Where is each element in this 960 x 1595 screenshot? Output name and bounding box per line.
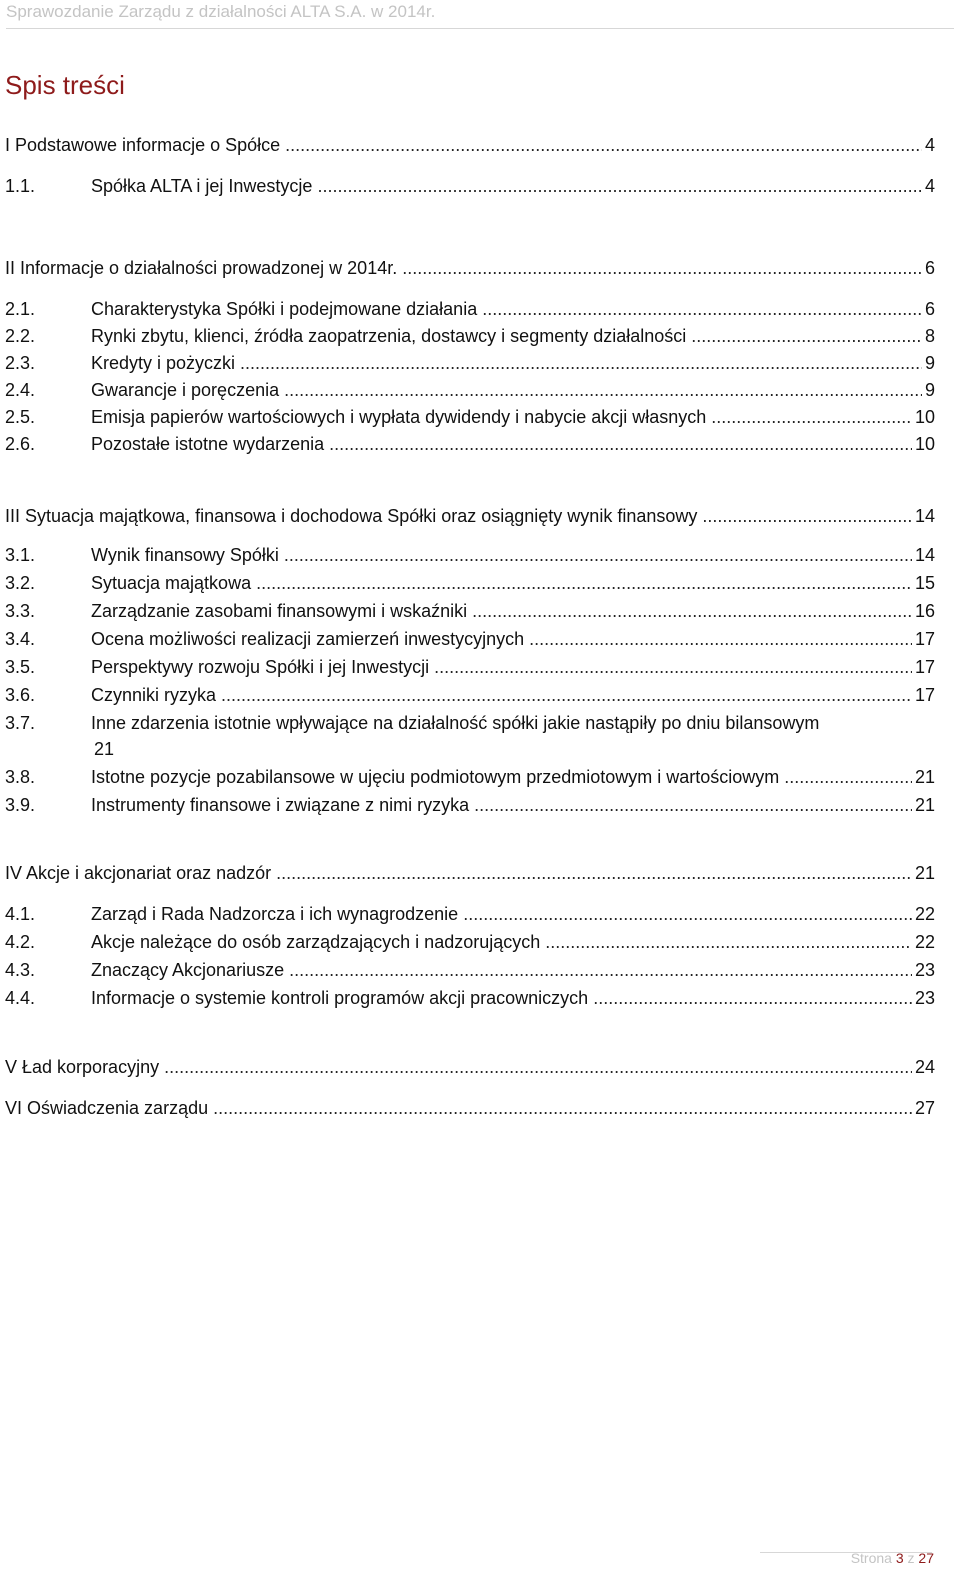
- table-of-contents: [5, 0, 953, 1560]
- toc-entry-page: 21: [912, 858, 935, 888]
- toc-entry-number: 3.7.: [5, 713, 36, 733]
- toc-title: Spis treści: [5, 70, 125, 100]
- toc-entry-number: 4.3.: [5, 960, 36, 980]
- toc-entry-text: IV Akcje i akcjonariat oraz nadzór .....: [5, 858, 927, 888]
- toc-entry-2-4[interactable]: [5, 375, 953, 405]
- toc-entry-text: Charakterystyka Spółki i podejmowane działania .....: [91, 294, 927, 324]
- toc-entry-text: Ocena możliwości realizacji zamierzeń inwestycyjnych .....: [91, 624, 927, 654]
- toc-entry-text: Zarząd i Rada Nadzorcza i ich wynagrodzenie .....: [91, 899, 927, 929]
- toc-entry-text: Perspektywy rozwoju Spółki i jej Inwestycji .....: [91, 652, 927, 682]
- toc-entry-text: Informacje o systemie kontroli programów akcji pracowniczych .....: [91, 983, 927, 1013]
- toc-entry-page: 10: [912, 402, 935, 432]
- toc-entry-page: 14: [912, 501, 935, 531]
- toc-entry-4-2[interactable]: [5, 927, 953, 957]
- toc-entry-2-5[interactable]: [5, 402, 953, 432]
- toc-entry-number: 2.3.: [5, 353, 36, 373]
- toc-entry-page: 21: [912, 790, 935, 820]
- toc-entry-text: Akcje należące do osób zarządzających i nadzorujących .....: [91, 927, 927, 957]
- toc-entry-number: 2.1.: [5, 299, 36, 319]
- toc-entry-text: Sytuacja majątkowa .....: [91, 568, 927, 598]
- toc-entry-page: 23: [912, 983, 935, 1013]
- toc-entry-page: 22: [912, 899, 935, 929]
- toc-entry-2-3[interactable]: [5, 348, 953, 378]
- toc-entry-number: 4.2.: [5, 932, 36, 952]
- toc-entry-number: 3.9.: [5, 795, 36, 815]
- footer-current-page: 3: [895, 1550, 904, 1566]
- toc-entry-page: 8: [922, 321, 935, 351]
- toc-entry-page: 21: [91, 734, 114, 764]
- toc-entry-page: 6: [922, 294, 935, 324]
- toc-entry-number: 3.2.: [5, 573, 36, 593]
- toc-entry-text: Inne zdarzenia istotnie wpływające na działalność spółki jakie nastąpiły po dniu bilansowym: [91, 713, 820, 733]
- toc-entry-text: Instrumenty finansowe i związane z nimi ryzyka .....: [91, 790, 927, 820]
- toc-entry-3-9[interactable]: [5, 790, 953, 820]
- toc-entry-number: 2.4.: [5, 380, 36, 400]
- toc-entry-3-3[interactable]: [5, 596, 953, 626]
- toc-entry-page: 17: [912, 652, 935, 682]
- toc-entry-text: Gwarancje i poręczenia .....: [91, 375, 927, 405]
- toc-entry-text: Kredyty i pożyczki .....: [91, 348, 927, 378]
- toc-entry-text: Rynki zbytu, klienci, źródła zaopatrzenia, dostawcy i segmenty działalności .....: [91, 321, 927, 351]
- document-header-title: Sprawozdanie Zarządu z działalności ALTA S.A. w 2014r.: [6, 2, 436, 21]
- toc-entry-3-7[interactable]: [5, 708, 953, 764]
- toc-entry-page: 9: [922, 348, 935, 378]
- toc-entry-text: Znaczący Akcjonariusze .....: [91, 955, 927, 985]
- toc-entry-number: 3.1.: [5, 545, 36, 565]
- toc-entry-page: 23: [912, 955, 935, 985]
- toc-entry-section-6[interactable]: [5, 1093, 953, 1123]
- toc-entry-4-4[interactable]: [5, 983, 953, 1013]
- toc-entry-number: 3.5.: [5, 657, 36, 677]
- toc-entry-page: 24: [912, 1052, 935, 1082]
- toc-entry-number: 2.2.: [5, 326, 36, 346]
- toc-entry-page: 17: [912, 680, 935, 710]
- toc-entry-number: 3.3.: [5, 601, 36, 621]
- toc-entry-section-4[interactable]: [5, 858, 953, 888]
- page-number-footer: [851, 1550, 934, 1566]
- toc-entry-number: 3.8.: [5, 767, 36, 787]
- toc-entry-text: Czynniki ryzyka .....: [91, 680, 927, 710]
- toc-entry-text: II Informacje o działalności prowadzonej w 2014r. .....: [5, 253, 927, 283]
- toc-entry-text: Zarządzanie zasobami finansowymi i wskaźniki .....: [91, 596, 927, 626]
- toc-entry-number: 3.4.: [5, 629, 36, 649]
- toc-entry-4-3[interactable]: [5, 955, 953, 985]
- toc-entry-2-2[interactable]: [5, 321, 953, 351]
- toc-entry-text: Spółka ALTA i jej Inwestycje .....: [91, 171, 927, 201]
- toc-entry-4-1[interactable]: [5, 899, 953, 929]
- toc-entry-text: I Podstawowe informacje o Spółce .....: [5, 130, 927, 160]
- toc-entry-page: 16: [912, 596, 935, 626]
- toc-entry-3-5[interactable]: [5, 652, 953, 682]
- footer-page-label: Strona: [850, 1550, 892, 1566]
- toc-entry-section-2[interactable]: [5, 253, 953, 283]
- toc-entry-number: 4.4.: [5, 988, 36, 1008]
- toc-entry-page: 27: [912, 1093, 935, 1123]
- toc-entry-number: 2.6.: [5, 434, 36, 454]
- toc-entry-page: 10: [912, 429, 935, 459]
- footer-total-pages: 27: [918, 1550, 934, 1566]
- toc-entry-page: 6: [922, 253, 935, 283]
- toc-entry-text: Emisja papierów wartościowych i wypłata dywidendy i nabycie akcji własnych .....: [91, 402, 927, 432]
- toc-entry-page: 22: [912, 927, 935, 957]
- toc-entry-number: 1.1.: [5, 176, 36, 196]
- toc-entry-section-3[interactable]: [5, 501, 953, 531]
- toc-entry-text: V Ład korporacyjny .....: [5, 1052, 927, 1082]
- toc-entry-text: Wynik finansowy Spółki .....: [91, 540, 927, 570]
- toc-entry-2-1[interactable]: [5, 294, 953, 324]
- toc-entry-3-4[interactable]: [5, 624, 953, 654]
- toc-entry-page: 17: [912, 624, 935, 654]
- toc-entry-number: 2.5.: [5, 407, 36, 427]
- toc-entry-page: 14: [912, 540, 935, 570]
- toc-entry-section-1[interactable]: [5, 130, 953, 160]
- toc-entry-3-8[interactable]: [5, 762, 953, 792]
- toc-entry-page: 21: [912, 762, 935, 792]
- toc-entry-page: 4: [922, 130, 935, 160]
- toc-entry-number: 3.6.: [5, 685, 36, 705]
- toc-entry-1-1[interactable]: [5, 171, 953, 201]
- toc-entry-text: III Sytuacja majątkowa, finansowa i dochodowa Spółki oraz osiągnięty wynik finansowy .....: [5, 501, 927, 531]
- toc-entry-page: 15: [912, 568, 935, 598]
- toc-entry-page: 4: [922, 171, 935, 201]
- toc-entry-3-6[interactable]: [5, 680, 953, 710]
- toc-entry-text: Istotne pozycje pozabilansowe w ujęciu podmiotowym przedmiotowym i wartościowym .....: [91, 762, 927, 792]
- toc-entry-3-1[interactable]: [5, 540, 953, 570]
- toc-entry-number: 4.1.: [5, 904, 36, 924]
- toc-entry-text: VI Oświadczenia zarządu .....: [5, 1093, 927, 1123]
- toc-entry-3-2[interactable]: [5, 568, 953, 598]
- toc-entry-2-6[interactable]: [5, 429, 953, 459]
- toc-entry-page: 9: [922, 375, 935, 405]
- toc-entry-section-5[interactable]: [5, 1052, 953, 1082]
- toc-entry-text: Pozostałe istotne wydarzenia .....: [91, 429, 927, 459]
- footer-page-separator: z: [907, 1550, 915, 1566]
